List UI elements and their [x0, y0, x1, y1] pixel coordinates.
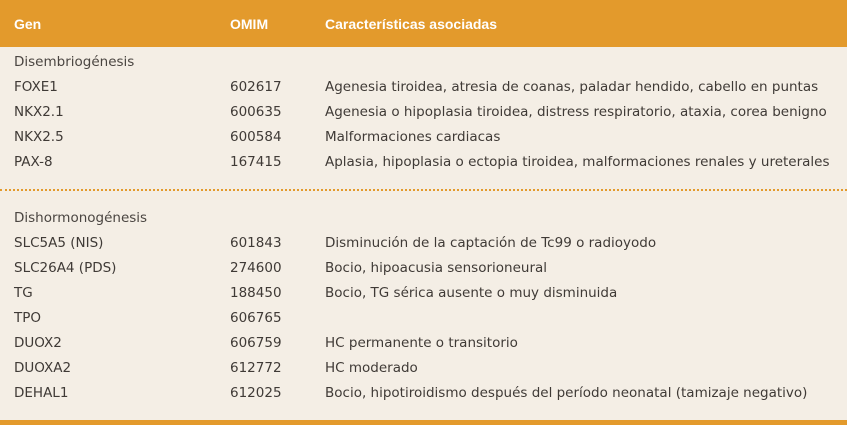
- gene-cell: SLC26A4 (PDS): [14, 260, 117, 276]
- omim-cell: 601843: [230, 235, 282, 251]
- features-cell: Agenesia tiroidea, atresia de coanas, paladar hendido, cabello en puntas: [325, 79, 819, 95]
- table-row: [0, 129, 847, 154]
- section-title-disembriogenesis: Disembriogénesis: [14, 54, 135, 70]
- omim-cell: 602617: [230, 79, 282, 95]
- features-cell: HC permanente o transitorio: [325, 335, 518, 351]
- omim-cell: 600584: [230, 129, 282, 145]
- table-row: [0, 385, 847, 410]
- features-cell: HC moderado: [325, 360, 418, 376]
- section-divider: [0, 189, 847, 191]
- gene-cell: TPO: [14, 310, 42, 326]
- omim-cell: 606759: [230, 335, 282, 351]
- gene-cell: DUOXA2: [14, 360, 72, 376]
- table-row: [0, 285, 847, 310]
- omim-cell: 600635: [230, 104, 282, 120]
- table-row: [0, 335, 847, 360]
- omim-cell: 606765: [230, 310, 282, 326]
- gene-cell: SLC5A5 (NIS): [14, 235, 104, 251]
- omim-cell: 612772: [230, 360, 282, 376]
- features-cell: Bocio, hipotiroidismo después del período neonatal (tamizaje negativo): [325, 385, 808, 401]
- features-cell: Disminución de la captación de Tc99 o radioyodo: [325, 235, 657, 251]
- gene-cell: TG: [14, 285, 33, 301]
- omim-cell: 274600: [230, 260, 282, 276]
- header-features: Características asociadas: [325, 16, 497, 32]
- features-cell: Agenesia o hipoplasia tiroidea, distress respiratorio, ataxia, corea benigno: [325, 104, 827, 120]
- omim-cell: 167415: [230, 154, 282, 170]
- omim-cell: 188450: [230, 285, 282, 301]
- header-gene: Gen: [14, 16, 42, 32]
- gene-cell: FOXE1: [14, 79, 58, 95]
- features-cell: Aplasia, hipoplasia o ectopia tiroidea, malformaciones renales y ureterales: [325, 154, 830, 170]
- gene-cell: PAX-8: [14, 154, 53, 170]
- table-row: [0, 360, 847, 385]
- gene-cell: NKX2.1: [14, 104, 64, 120]
- section-title-dishormonogenesis: Dishormonogénesis: [14, 210, 148, 226]
- table-header: [0, 0, 847, 47]
- table-row: [0, 104, 847, 129]
- bottom-border: [0, 420, 847, 425]
- table-row: [0, 79, 847, 104]
- table-row: [0, 260, 847, 285]
- features-cell: Malformaciones cardiacas: [325, 129, 501, 145]
- features-cell: Bocio, hipoacusia sensorioneural: [325, 260, 548, 276]
- omim-cell: 612025: [230, 385, 282, 401]
- gene-cell: DUOX2: [14, 335, 62, 351]
- table-row: [0, 154, 847, 179]
- table-row: [0, 310, 847, 335]
- gene-cell: NKX2.5: [14, 129, 64, 145]
- header-omim: OMIM: [230, 16, 269, 32]
- gene-cell: DEHAL1: [14, 385, 69, 401]
- table-row: [0, 235, 847, 260]
- features-cell: Bocio, TG sérica ausente o muy disminuida: [325, 285, 618, 301]
